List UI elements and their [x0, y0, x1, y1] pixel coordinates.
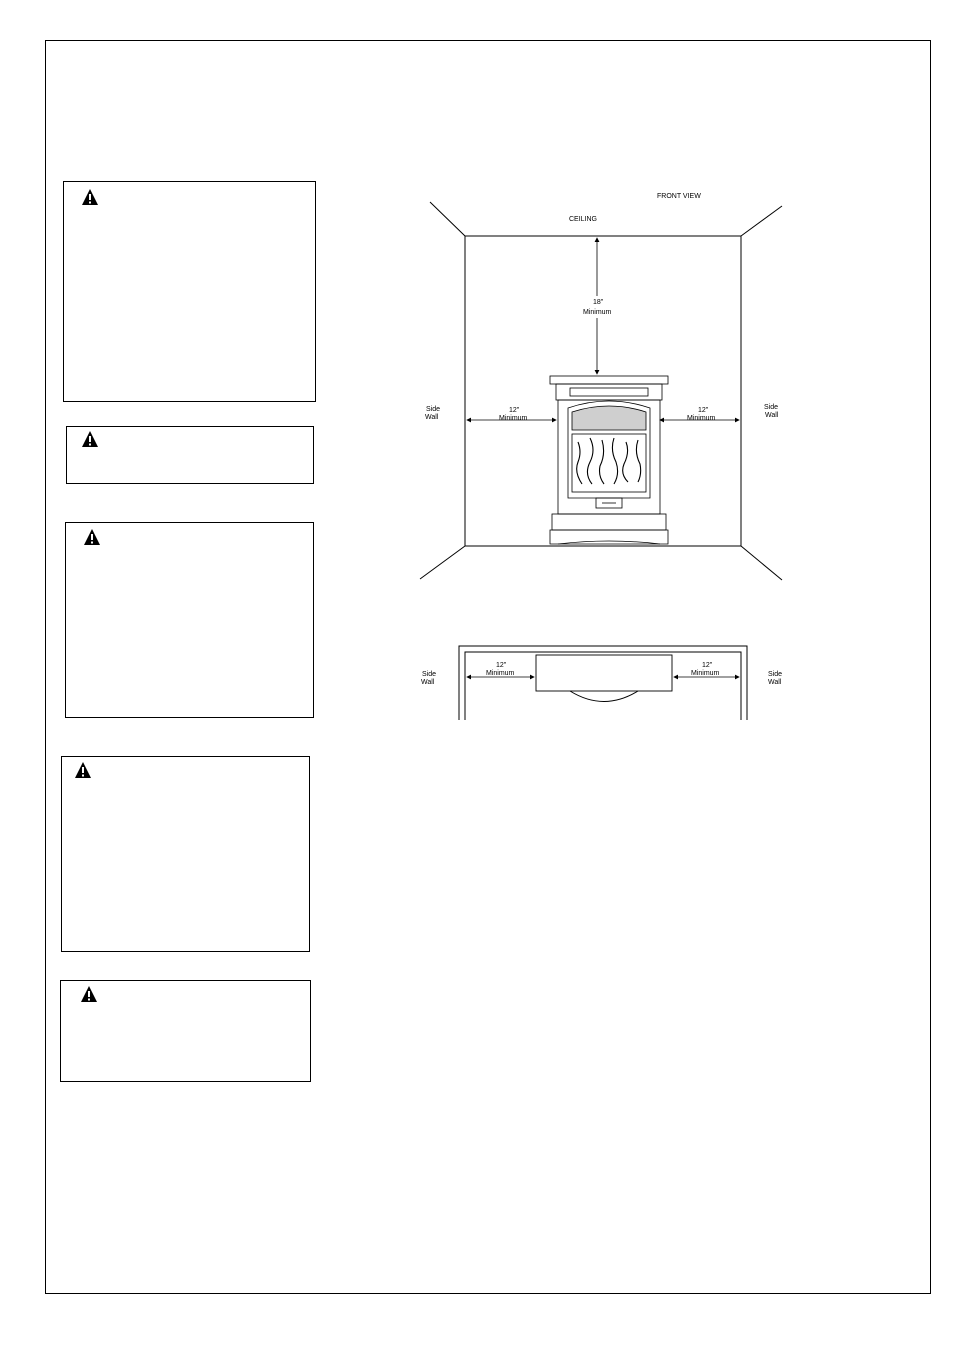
- warning-box-1: [63, 181, 316, 402]
- left-side-clearance-word: Minimum: [499, 415, 528, 422]
- warning-box-4: [61, 756, 310, 952]
- top-left-clearance-word: Minimum: [486, 670, 515, 677]
- right-side-clearance-word: Minimum: [687, 415, 716, 422]
- stove-top-drawing: [536, 655, 672, 702]
- top-left-clearance-value: 12": [496, 662, 507, 669]
- top-left-wall-word: Wall: [421, 679, 435, 686]
- warning-icon: [80, 985, 98, 1003]
- front-view-label: FRONT VIEW: [657, 193, 701, 200]
- warning-icon: [83, 528, 101, 546]
- left-side-word: Side: [426, 406, 441, 413]
- warning-box-5: [60, 980, 311, 1082]
- stove-front-drawing: [550, 376, 668, 544]
- ceiling-label: CEILING: [569, 216, 598, 223]
- warning-box-2: [66, 426, 314, 484]
- top-right-clearance-value: 12": [702, 662, 713, 669]
- warning-icon: [81, 430, 99, 448]
- clearance-diagram: [400, 180, 800, 725]
- ceiling-clearance-word: Minimum: [583, 309, 612, 316]
- top-view-room: [459, 646, 747, 720]
- warning-box-3: [65, 522, 314, 718]
- top-right-clearance-word: Minimum: [691, 670, 720, 677]
- left-side-clearance-value: 12": [509, 407, 520, 414]
- left-wall-word: Wall: [425, 414, 439, 421]
- top-right-wall-word: Wall: [768, 679, 782, 686]
- front-view-room: [420, 202, 782, 580]
- top-left-side-word: Side: [422, 671, 437, 678]
- right-wall-word: Wall: [765, 412, 779, 419]
- warning-icon: [74, 761, 92, 779]
- ceiling-clearance-value: 18": [593, 299, 604, 306]
- top-right-side-word: Side: [768, 671, 783, 678]
- right-side-clearance-value: 12": [698, 407, 709, 414]
- right-side-word: Side: [764, 404, 779, 411]
- warning-icon: [81, 188, 99, 206]
